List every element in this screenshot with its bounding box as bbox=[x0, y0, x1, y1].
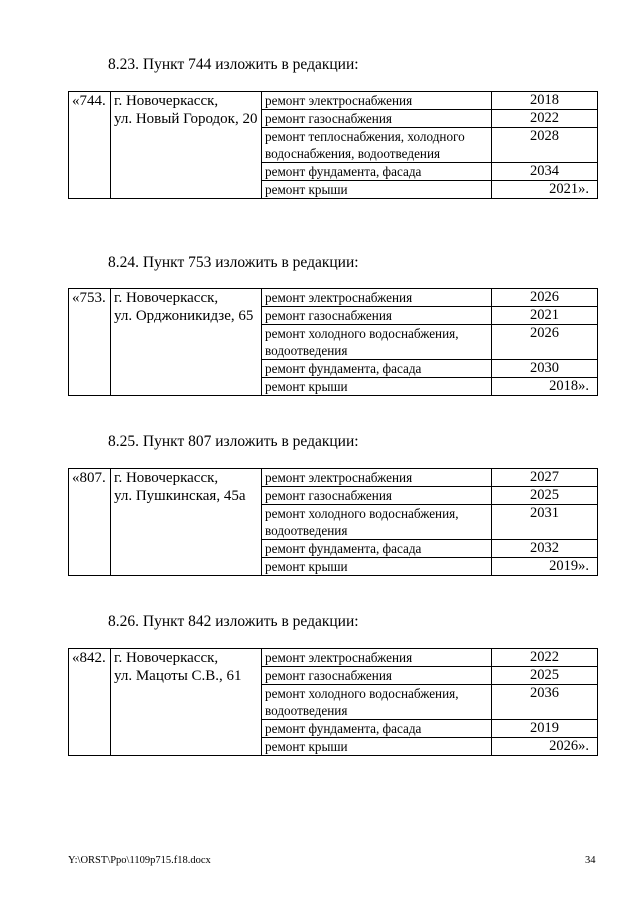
work-year: 2021». bbox=[492, 181, 598, 199]
work-type: ремонт газоснабжения bbox=[262, 307, 492, 325]
address-street: ул. Орджоникидзе, 65 bbox=[114, 308, 254, 324]
work-type: ремонт крыши bbox=[262, 378, 492, 396]
work-type: ремонт газоснабжения bbox=[262, 487, 492, 505]
section-heading: 8.25. Пункт 807 изложить в редакции: bbox=[108, 433, 359, 450]
work-year: 2026 bbox=[492, 289, 598, 307]
address-street: ул. Новый Городок, 20 bbox=[114, 111, 258, 127]
work-type: ремонт холодного водоснабжения, водоотведения bbox=[262, 325, 492, 360]
entry-table bbox=[68, 648, 598, 756]
work-year: 2034 bbox=[492, 163, 598, 181]
entry-number: «744. bbox=[69, 92, 111, 199]
address-city: г. Новочеркасск, bbox=[114, 650, 219, 666]
page-number: 34 bbox=[585, 855, 596, 866]
work-year: 2032 bbox=[492, 540, 598, 558]
footer-file-path: Y:\ORST\Ppo\1109p715.f18.docx bbox=[68, 855, 211, 866]
work-year: 2028 bbox=[492, 128, 598, 163]
entry-table bbox=[68, 91, 598, 199]
work-type: ремонт фундамента, фасада bbox=[262, 360, 492, 378]
work-year: 2030 bbox=[492, 360, 598, 378]
work-type: ремонт крыши bbox=[262, 181, 492, 199]
work-year: 2018». bbox=[492, 378, 598, 396]
work-year: 2019». bbox=[492, 558, 598, 576]
work-year: 2021 bbox=[492, 307, 598, 325]
work-year: 2031 bbox=[492, 505, 598, 540]
address-city: г. Новочеркасск, bbox=[114, 470, 219, 486]
entry-number: «807. bbox=[69, 469, 111, 576]
work-type: ремонт электроснабжения bbox=[262, 92, 492, 110]
work-type: ремонт холодного водоснабжения, водоотведения bbox=[262, 685, 492, 720]
work-type: ремонт холодного водоснабжения, водоотведения bbox=[262, 505, 492, 540]
work-year: 2022 bbox=[492, 649, 598, 667]
entry-address bbox=[111, 469, 262, 576]
section-heading: 8.23. Пункт 744 изложить в редакции: bbox=[108, 56, 359, 73]
work-year: 2025 bbox=[492, 667, 598, 685]
entry-table bbox=[68, 468, 598, 576]
entry-number: «842. bbox=[69, 649, 111, 756]
table-row bbox=[69, 289, 598, 307]
work-year: 2026». bbox=[492, 738, 598, 756]
work-type: ремонт электроснабжения bbox=[262, 649, 492, 667]
work-type: ремонт газоснабжения bbox=[262, 667, 492, 685]
address-street: ул. Мацоты С.В., 61 bbox=[114, 668, 242, 684]
work-type: ремонт электроснабжения bbox=[262, 289, 492, 307]
work-type: ремонт крыши bbox=[262, 738, 492, 756]
entry-address bbox=[111, 649, 262, 756]
address-street: ул. Пушкинская, 45а bbox=[114, 488, 246, 504]
entry-address bbox=[111, 289, 262, 396]
work-type: ремонт электроснабжения bbox=[262, 469, 492, 487]
work-year: 2027 bbox=[492, 469, 598, 487]
table-row bbox=[69, 92, 598, 110]
work-year: 2019 bbox=[492, 720, 598, 738]
work-year: 2036 bbox=[492, 685, 598, 720]
entry-table bbox=[68, 288, 598, 396]
entry-address bbox=[111, 92, 262, 199]
table-row bbox=[69, 649, 598, 667]
work-type: ремонт фундамента, фасада bbox=[262, 163, 492, 181]
address-city: г. Новочеркасск, bbox=[114, 93, 219, 109]
address-city: г. Новочеркасск, bbox=[114, 290, 219, 306]
work-type: ремонт крыши bbox=[262, 558, 492, 576]
work-type: ремонт теплоснабжения, холодного водоснабжения, водоотведения bbox=[262, 128, 492, 163]
work-type: ремонт газоснабжения bbox=[262, 110, 492, 128]
work-type: ремонт фундамента, фасада bbox=[262, 540, 492, 558]
section-heading: 8.24. Пункт 753 изложить в редакции: bbox=[108, 254, 359, 271]
table-row bbox=[69, 469, 598, 487]
section-heading: 8.26. Пункт 842 изложить в редакции: bbox=[108, 613, 359, 630]
work-year: 2018 bbox=[492, 92, 598, 110]
work-year: 2025 bbox=[492, 487, 598, 505]
work-year: 2026 bbox=[492, 325, 598, 360]
work-year: 2022 bbox=[492, 110, 598, 128]
work-type: ремонт фундамента, фасада bbox=[262, 720, 492, 738]
entry-number: «753. bbox=[69, 289, 111, 396]
